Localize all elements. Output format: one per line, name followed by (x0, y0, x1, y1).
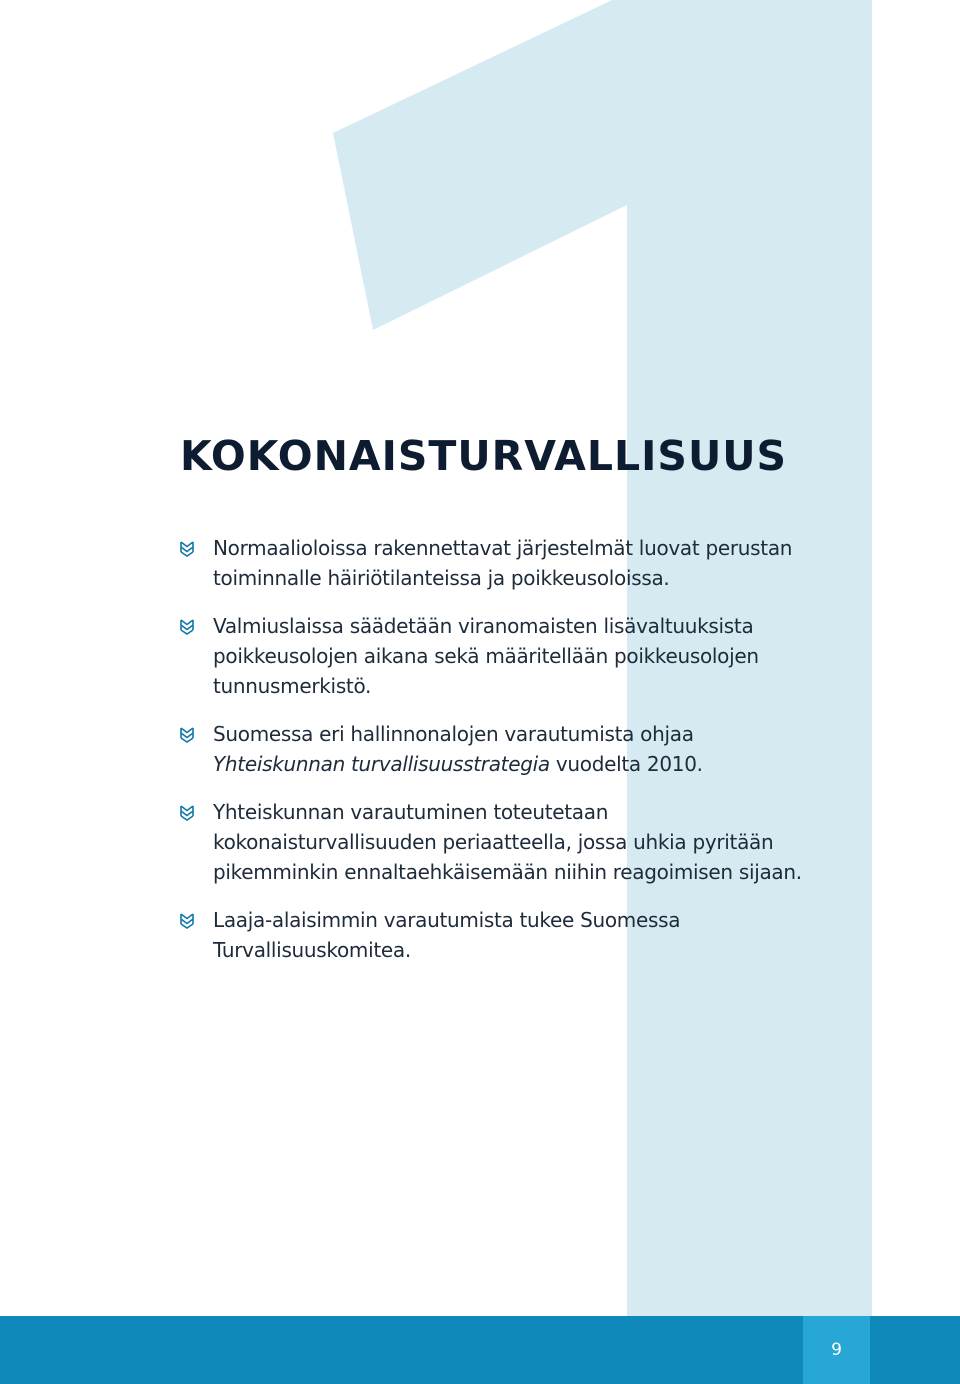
stacked-chevrons-icon (180, 533, 213, 557)
stacked-chevrons-icon (180, 719, 213, 743)
list-item-text: Laaja-alaisimmin varautumista tukee Suomessa Turvallisuuskomitea. (213, 908, 681, 962)
stacked-chevrons-icon (180, 797, 213, 821)
page-title: KOKONAISTURVALLISUUS (180, 432, 788, 480)
list-item (180, 905, 820, 965)
stacked-chevrons-icon (180, 905, 213, 929)
list-item (180, 719, 820, 779)
bullet-list (180, 533, 820, 983)
list-item-text: Valmiuslaissa säädetään viranomaisten lisävaltuuksista poikkeusolojen aikana sekä määritellään poikkeusolojen tunnusmerkistö. (213, 614, 759, 698)
page-number-box (803, 1316, 870, 1384)
list-item-text: Normaalioloissa rakennettavat järjestelmät luovat perustan toiminnalle häiriötilanteissa ja poikkeusoloissa. (213, 536, 793, 590)
text-after: vuodelta 2010. (549, 752, 703, 776)
stacked-chevrons-icon (180, 611, 213, 635)
list-item (180, 533, 820, 593)
list-item (180, 611, 820, 701)
strategy-title: Yhteiskunnan turvallisuusstrategia (213, 752, 550, 776)
page-number: 9 (831, 1340, 842, 1360)
list-item-text: Yhteiskunnan varautuminen toteutetaan kokonaisturvallisuuden periaatteella, jossa uhkia pyritään pikemminkin ennaltaehkäisemään niihin reagoimisen sijaan. (213, 800, 802, 884)
list-item (180, 797, 820, 887)
list-item-text (213, 719, 820, 779)
text-before: Suomessa eri hallinnonalojen varautumista ohjaa (213, 722, 694, 746)
